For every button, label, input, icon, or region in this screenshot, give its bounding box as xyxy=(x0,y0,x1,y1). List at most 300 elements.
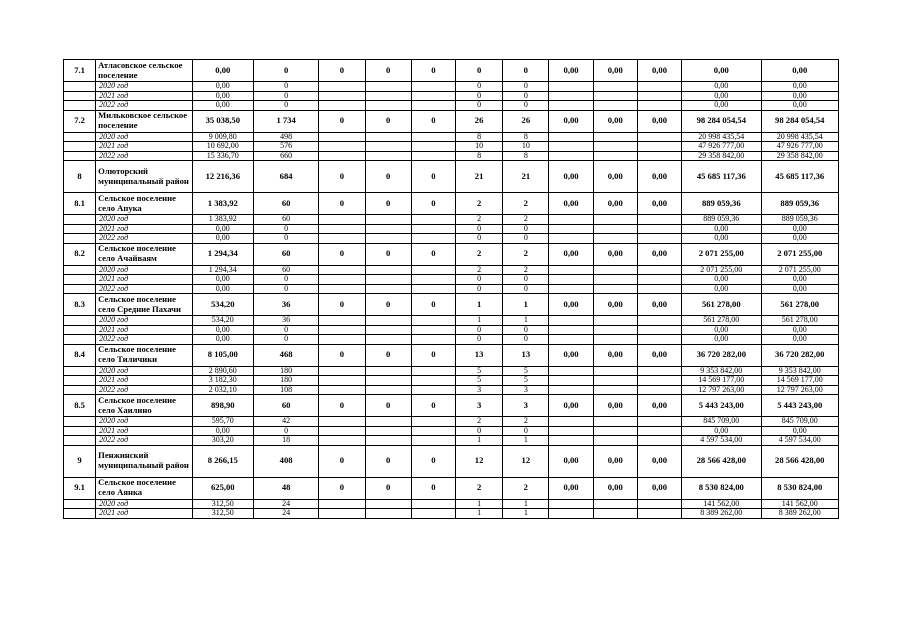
value-cell xyxy=(411,101,455,111)
year-label-cell: 2021 год xyxy=(96,91,192,101)
value-cell xyxy=(637,426,681,436)
value-cell: 0,00 xyxy=(761,275,839,285)
value-cell: 29 358 842,00 xyxy=(682,151,761,161)
value-cell xyxy=(549,417,593,427)
value-cell xyxy=(319,101,365,111)
value-cell: 21 xyxy=(503,161,549,193)
value-cell xyxy=(593,509,637,519)
value-cell: 45 685 117,36 xyxy=(682,161,761,193)
value-cell xyxy=(637,436,681,446)
value-cell xyxy=(411,82,455,92)
value-cell: 0,00 xyxy=(761,335,839,345)
value-cell xyxy=(637,385,681,395)
value-cell: 0 xyxy=(319,445,365,477)
value-cell xyxy=(593,101,637,111)
value-cell: 35 038,50 xyxy=(192,110,253,132)
value-cell: 0,00 xyxy=(192,224,253,234)
value-cell: 0 xyxy=(455,60,502,82)
value-cell: 0,00 xyxy=(682,284,761,294)
value-cell xyxy=(319,509,365,519)
entity-name-cell: Сельское поселение село Ачайваям xyxy=(96,243,192,265)
entity-name-cell: Олюторский муниципальный район xyxy=(96,161,192,193)
value-cell: 1 383,92 xyxy=(192,193,253,215)
data-table xyxy=(63,59,839,519)
table-row-year xyxy=(64,417,839,427)
year-label-cell: 2022 год xyxy=(96,436,192,446)
row-number-cell xyxy=(64,234,96,244)
row-number-cell xyxy=(64,224,96,234)
value-cell: 0,00 xyxy=(637,294,681,316)
row-number-cell xyxy=(64,426,96,436)
value-cell: 8 530 824,00 xyxy=(761,477,839,499)
value-cell xyxy=(365,224,411,234)
table-row-year xyxy=(64,142,839,152)
value-cell: 12 797 263,00 xyxy=(682,385,761,395)
table-row xyxy=(64,243,839,265)
value-cell: 1 xyxy=(455,499,502,509)
value-cell: 2 xyxy=(455,265,502,275)
table-row-year xyxy=(64,215,839,225)
value-cell: 98 284 054,54 xyxy=(682,110,761,132)
value-cell xyxy=(593,385,637,395)
table-row xyxy=(64,161,839,193)
value-cell xyxy=(593,325,637,335)
value-cell: 0 xyxy=(253,82,318,92)
year-label-cell: 2020 год xyxy=(96,215,192,225)
value-cell: 0,00 xyxy=(761,426,839,436)
row-number-cell xyxy=(64,132,96,142)
value-cell: 12 797 263,00 xyxy=(761,385,839,395)
value-cell: 42 xyxy=(253,417,318,427)
value-cell: 0 xyxy=(411,60,455,82)
value-cell xyxy=(593,426,637,436)
value-cell: 0 xyxy=(319,60,365,82)
year-label-cell: 2022 год xyxy=(96,385,192,395)
value-cell: 0 xyxy=(455,275,502,285)
value-cell: 5 xyxy=(455,376,502,386)
year-label-cell: 2022 год xyxy=(96,151,192,161)
value-cell: 5 443 243,00 xyxy=(761,395,839,417)
value-cell: 0 xyxy=(455,426,502,436)
value-cell: 180 xyxy=(253,366,318,376)
value-cell xyxy=(637,275,681,285)
year-label-cell: 2020 год xyxy=(96,82,192,92)
value-cell: 1 383,92 xyxy=(192,215,253,225)
value-cell xyxy=(365,509,411,519)
value-cell: 0,00 xyxy=(549,110,593,132)
value-cell xyxy=(411,265,455,275)
value-cell: 0,00 xyxy=(637,243,681,265)
value-cell: 0 xyxy=(411,395,455,417)
row-number-cell xyxy=(64,325,96,335)
value-cell: 20 998 435,54 xyxy=(682,132,761,142)
value-cell: 0,00 xyxy=(593,445,637,477)
table-row-year xyxy=(64,151,839,161)
value-cell xyxy=(411,509,455,519)
value-cell: 98 284 054,54 xyxy=(761,110,839,132)
value-cell xyxy=(365,91,411,101)
value-cell: 0 xyxy=(365,477,411,499)
year-label-cell: 2021 год xyxy=(96,376,192,386)
value-cell xyxy=(319,417,365,427)
value-cell xyxy=(411,234,455,244)
year-label-cell: 2020 год xyxy=(96,417,192,427)
value-cell: 889 059,36 xyxy=(682,215,761,225)
year-label-cell: 2021 год xyxy=(96,142,192,152)
value-cell xyxy=(593,335,637,345)
row-number-cell: 8 xyxy=(64,161,96,193)
value-cell: 2 xyxy=(503,193,549,215)
value-cell: 13 xyxy=(503,344,549,366)
value-cell: 36 xyxy=(253,294,318,316)
value-cell xyxy=(319,265,365,275)
value-cell xyxy=(549,132,593,142)
value-cell xyxy=(365,385,411,395)
entity-name-cell: Сельское поселение село Хаилино xyxy=(96,395,192,417)
value-cell xyxy=(637,376,681,386)
value-cell xyxy=(549,366,593,376)
value-cell xyxy=(637,284,681,294)
value-cell xyxy=(365,325,411,335)
row-number-cell xyxy=(64,215,96,225)
value-cell: 48 xyxy=(253,477,318,499)
value-cell: 5 443 243,00 xyxy=(682,395,761,417)
table-row xyxy=(64,60,839,82)
value-cell: 28 566 428,00 xyxy=(761,445,839,477)
value-cell xyxy=(637,82,681,92)
value-cell: 2 xyxy=(503,477,549,499)
value-cell: 498 xyxy=(253,132,318,142)
entity-name-cell: Мильковское сельское поселение xyxy=(96,110,192,132)
value-cell: 0,00 xyxy=(192,275,253,285)
table-row xyxy=(64,294,839,316)
entity-name-cell: Пенжинский муниципальный район xyxy=(96,445,192,477)
value-cell xyxy=(319,316,365,326)
row-number-cell xyxy=(64,91,96,101)
table-row-year xyxy=(64,436,839,446)
value-cell: 0,00 xyxy=(593,294,637,316)
value-cell xyxy=(365,376,411,386)
value-cell: 0 xyxy=(319,161,365,193)
value-cell: 0 xyxy=(411,344,455,366)
value-cell: 684 xyxy=(253,161,318,193)
table-row xyxy=(64,477,839,499)
value-cell xyxy=(637,499,681,509)
value-cell: 47 926 777,00 xyxy=(682,142,761,152)
value-cell: 0 xyxy=(365,243,411,265)
value-cell: 36 xyxy=(253,316,318,326)
value-cell: 0 xyxy=(319,193,365,215)
value-cell: 0 xyxy=(455,82,502,92)
table-row-year xyxy=(64,224,839,234)
value-cell: 0,00 xyxy=(549,161,593,193)
value-cell: 0,00 xyxy=(549,344,593,366)
value-cell xyxy=(365,417,411,427)
value-cell xyxy=(593,265,637,275)
value-cell xyxy=(637,366,681,376)
value-cell: 0,00 xyxy=(761,82,839,92)
value-cell xyxy=(319,151,365,161)
value-cell xyxy=(593,275,637,285)
value-cell xyxy=(319,385,365,395)
value-cell: 0,00 xyxy=(549,243,593,265)
value-cell xyxy=(549,385,593,395)
value-cell xyxy=(549,436,593,446)
value-cell xyxy=(319,275,365,285)
value-cell: 12 xyxy=(503,445,549,477)
entity-name-cell: Сельское поселение село Средние Пахачи xyxy=(96,294,192,316)
value-cell xyxy=(319,426,365,436)
value-cell: 60 xyxy=(253,265,318,275)
value-cell xyxy=(549,316,593,326)
row-number-cell xyxy=(64,385,96,395)
value-cell: 0,00 xyxy=(682,101,761,111)
value-cell: 561 278,00 xyxy=(682,316,761,326)
table-row-year xyxy=(64,91,839,101)
value-cell: 0 xyxy=(503,82,549,92)
value-cell: 2 890,60 xyxy=(192,366,253,376)
value-cell xyxy=(637,101,681,111)
table-row-year xyxy=(64,335,839,345)
value-cell: 0 xyxy=(253,91,318,101)
table-row-year xyxy=(64,426,839,436)
value-cell xyxy=(319,132,365,142)
value-cell: 0,00 xyxy=(549,193,593,215)
value-cell xyxy=(637,215,681,225)
value-cell xyxy=(365,275,411,285)
row-number-cell xyxy=(64,142,96,152)
value-cell: 0,00 xyxy=(637,445,681,477)
value-cell: 0 xyxy=(411,193,455,215)
value-cell: 625,00 xyxy=(192,477,253,499)
value-cell xyxy=(365,82,411,92)
value-cell: 0,00 xyxy=(192,426,253,436)
table-row xyxy=(64,445,839,477)
table-row-year xyxy=(64,316,839,326)
value-cell: 0 xyxy=(503,91,549,101)
value-cell xyxy=(593,376,637,386)
value-cell: 36 720 282,00 xyxy=(682,344,761,366)
value-cell: 898,90 xyxy=(192,395,253,417)
value-cell xyxy=(411,151,455,161)
value-cell xyxy=(637,509,681,519)
value-cell xyxy=(365,499,411,509)
value-cell xyxy=(549,376,593,386)
row-number-cell: 8.4 xyxy=(64,344,96,366)
value-cell: 408 xyxy=(253,445,318,477)
value-cell: 15 336,70 xyxy=(192,151,253,161)
entity-name-cell: Сельское поселение село Тиличики xyxy=(96,344,192,366)
value-cell xyxy=(411,385,455,395)
value-cell: 21 xyxy=(455,161,502,193)
value-cell xyxy=(593,215,637,225)
value-cell xyxy=(637,325,681,335)
year-label-cell: 2022 год xyxy=(96,234,192,244)
value-cell xyxy=(593,142,637,152)
value-cell: 312,50 xyxy=(192,499,253,509)
value-cell xyxy=(411,499,455,509)
value-cell: 0 xyxy=(365,294,411,316)
value-cell: 1 294,34 xyxy=(192,265,253,275)
value-cell: 1 xyxy=(455,509,502,519)
value-cell: 2 xyxy=(455,243,502,265)
value-cell: 0,00 xyxy=(593,344,637,366)
value-cell: 0 xyxy=(411,110,455,132)
year-label-cell: 2022 год xyxy=(96,335,192,345)
value-cell: 9 353 842,00 xyxy=(682,366,761,376)
value-cell: 0 xyxy=(411,243,455,265)
value-cell xyxy=(549,101,593,111)
year-label-cell: 2022 год xyxy=(96,284,192,294)
value-cell xyxy=(593,366,637,376)
value-cell: 0,00 xyxy=(192,284,253,294)
year-label-cell: 2020 год xyxy=(96,316,192,326)
value-cell: 2 xyxy=(455,477,502,499)
value-cell: 8 530 824,00 xyxy=(682,477,761,499)
year-label-cell: 2020 год xyxy=(96,499,192,509)
value-cell: 0 xyxy=(455,234,502,244)
value-cell xyxy=(593,132,637,142)
value-cell: 12 216,36 xyxy=(192,161,253,193)
value-cell xyxy=(549,82,593,92)
row-number-cell xyxy=(64,499,96,509)
table-row-year xyxy=(64,366,839,376)
year-label-cell: 2021 год xyxy=(96,224,192,234)
value-cell: 0 xyxy=(319,243,365,265)
value-cell: 8 xyxy=(503,151,549,161)
value-cell xyxy=(365,284,411,294)
row-number-cell xyxy=(64,151,96,161)
value-cell: 561 278,00 xyxy=(682,294,761,316)
value-cell: 1 xyxy=(503,316,549,326)
value-cell: 14 569 177,00 xyxy=(761,376,839,386)
value-cell: 9 353 842,00 xyxy=(761,366,839,376)
value-cell: 0 xyxy=(319,344,365,366)
value-cell: 180 xyxy=(253,376,318,386)
value-cell: 0 xyxy=(365,344,411,366)
value-cell xyxy=(411,215,455,225)
value-cell: 0,00 xyxy=(192,60,253,82)
value-cell: 1 xyxy=(503,509,549,519)
table-row-year xyxy=(64,499,839,509)
value-cell xyxy=(593,82,637,92)
value-cell: 0,00 xyxy=(637,395,681,417)
value-cell: 0,00 xyxy=(192,82,253,92)
value-cell: 0,00 xyxy=(761,91,839,101)
row-number-cell: 9 xyxy=(64,445,96,477)
value-cell: 0,00 xyxy=(549,445,593,477)
value-cell: 0 xyxy=(365,395,411,417)
value-cell: 3 xyxy=(503,395,549,417)
row-number-cell: 8.5 xyxy=(64,395,96,417)
value-cell: 26 xyxy=(455,110,502,132)
value-cell: 0,00 xyxy=(637,110,681,132)
value-cell xyxy=(411,436,455,446)
value-cell: 1 xyxy=(455,436,502,446)
value-cell: 45 685 117,36 xyxy=(761,161,839,193)
value-cell xyxy=(411,224,455,234)
value-cell xyxy=(549,142,593,152)
value-cell xyxy=(365,132,411,142)
row-number-cell xyxy=(64,275,96,285)
value-cell: 24 xyxy=(253,499,318,509)
value-cell: 0,00 xyxy=(682,224,761,234)
value-cell: 0 xyxy=(503,325,549,335)
value-cell xyxy=(637,316,681,326)
value-cell: 10 692,00 xyxy=(192,142,253,152)
value-cell xyxy=(411,335,455,345)
value-cell: 10 xyxy=(455,142,502,152)
value-cell xyxy=(319,82,365,92)
value-cell: 0 xyxy=(319,110,365,132)
value-cell: 8 xyxy=(455,132,502,142)
table-row xyxy=(64,395,839,417)
value-cell: 60 xyxy=(253,215,318,225)
value-cell: 0,00 xyxy=(682,335,761,345)
value-cell: 2 071 255,00 xyxy=(682,265,761,275)
value-cell: 0 xyxy=(455,284,502,294)
value-cell: 108 xyxy=(253,385,318,395)
value-cell: 26 xyxy=(503,110,549,132)
value-cell: 60 xyxy=(253,243,318,265)
value-cell: 0,00 xyxy=(593,243,637,265)
row-number-cell xyxy=(64,335,96,345)
value-cell xyxy=(593,417,637,427)
value-cell: 0,00 xyxy=(593,161,637,193)
value-cell xyxy=(365,436,411,446)
value-cell xyxy=(549,335,593,345)
value-cell: 0,00 xyxy=(593,110,637,132)
value-cell: 0 xyxy=(503,224,549,234)
value-cell: 1 xyxy=(503,436,549,446)
table-row-year xyxy=(64,265,839,275)
value-cell: 0,00 xyxy=(682,325,761,335)
value-cell: 889 059,36 xyxy=(682,193,761,215)
value-cell: 845 709,00 xyxy=(682,417,761,427)
value-cell xyxy=(365,366,411,376)
year-label-cell: 2020 год xyxy=(96,366,192,376)
value-cell: 4 597 534,00 xyxy=(761,436,839,446)
value-cell: 0,00 xyxy=(761,325,839,335)
row-number-cell xyxy=(64,417,96,427)
year-label-cell: 2020 год xyxy=(96,265,192,275)
value-cell: 0,00 xyxy=(549,477,593,499)
value-cell: 2 xyxy=(503,215,549,225)
value-cell xyxy=(549,224,593,234)
value-cell xyxy=(593,436,637,446)
value-cell xyxy=(637,234,681,244)
value-cell: 3 xyxy=(455,385,502,395)
value-cell: 0,00 xyxy=(682,82,761,92)
value-cell: 576 xyxy=(253,142,318,152)
value-cell: 0 xyxy=(411,477,455,499)
year-label-cell: 2021 год xyxy=(96,426,192,436)
value-cell xyxy=(411,325,455,335)
value-cell xyxy=(549,426,593,436)
value-cell: 3 xyxy=(503,385,549,395)
value-cell: 0,00 xyxy=(761,234,839,244)
value-cell: 36 720 282,00 xyxy=(761,344,839,366)
value-cell: 0 xyxy=(503,60,549,82)
value-cell: 20 998 435,54 xyxy=(761,132,839,142)
value-cell: 0 xyxy=(319,294,365,316)
value-cell: 14 569 177,00 xyxy=(682,376,761,386)
value-cell: 1 xyxy=(455,316,502,326)
value-cell: 0 xyxy=(253,335,318,345)
value-cell xyxy=(549,151,593,161)
value-cell: 0 xyxy=(503,275,549,285)
row-number-cell xyxy=(64,316,96,326)
